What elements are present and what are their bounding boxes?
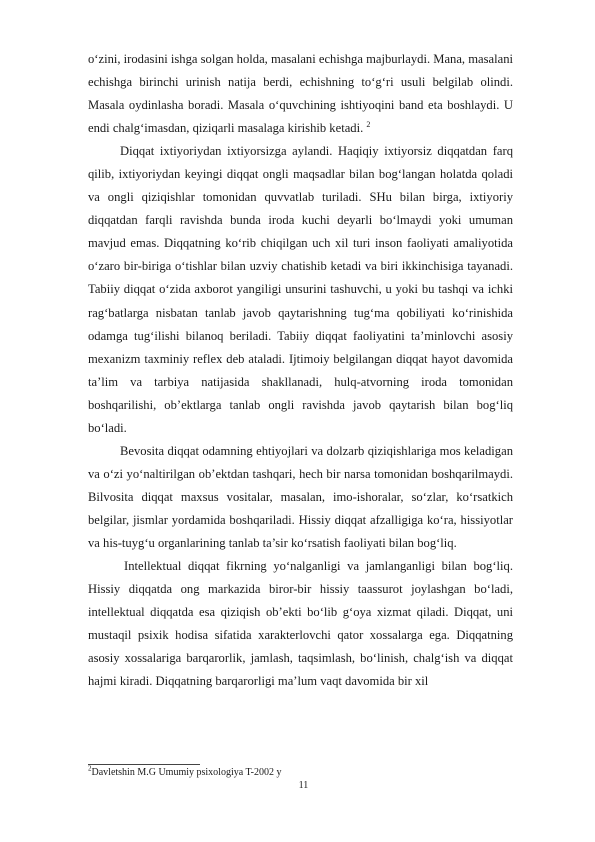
paragraph-3: Bevosita diqqat odamning ehtiyojlari va dolzarb qiziqishlariga mos keladigan va o‘zi yo‘naltirilgan ob’ektdan tashqari, hech bir narsa tomonidan boshqarilmaydi. Bilvosita diqqat maxsus vositalar, masalan, imo-ishoralar, so‘zlar, ko‘rsatkich belgilar, jismlar yordamida boshqariladi. Hissiy diqqat afzalligiga ko‘ra, hissiyotlar va his-tuyg‘u organlarining tanlab ta’sir ko‘rsatish faoliyati bilan bog‘liq. <box>88 443 513 550</box>
page-number: 11 <box>298 780 309 791</box>
footnote-text: Davletshin M.G Umumiy psixologiya T-2002 y <box>91 767 282 778</box>
paragraph-4: Intellektual diqqat fikrning yo‘nalganligi va jamlanganligi bilan bog‘liq. Hissiy diqqatda ong markazida biror-bir hissiy taassurot joylashgan bo‘ladi, intellektual diqqatda esa qiziqish ob’ekti bo‘lib g‘oya xizmat qiladi. Diqqat, uni mustaqil psixik hodisa sifatida xarakterlovchi qator xossalarga ega. Diqqatning asosiy xossalariga barqarorlik, jamlash, taqsimlash, bo‘linish, chalg‘ish va diqqat hajmi kiradi. Diqqatning barqarorligi ma’lum vaqt davomida bir xil <box>88 559 513 689</box>
paragraph-1 <box>88 48 513 140</box>
footnote-marker: 2 <box>88 764 92 773</box>
footnote-separator <box>88 764 200 765</box>
paragraph-2: Diqqat ixtiyoriydan ixtiyorsizga aylandi. Haqiqiy ixtiyorsiz diqqatdan farq qilib, ixtiyoriydan keyingi diqqat ongli maqsadlar bilan bog‘langan holatda qoladi va ongli qiziqishlar tomonidan quvvatlab turiladi. SHu bilan birga, ixtiyoriy diqqatdan farqli ravishda bunda iroda kuchi deyarli bo‘lmaydi yoki umuman mavjud emas. Diqqatning ko‘rib chiqilgan uch xil turi inson faoliyati amaliyotida o‘zaro bir-biriga o‘tishlar bilan uzviy chatishib ketadi va biri ikkinchisiga tayanadi. Tabiiy diqqat o‘zida axborot yangiligi unsurini tashuvchi, u yoki bu tashqi va ichki rag‘batlarga nisbatan tanlab javob qaytarishning tug‘ma qobiliyati ko‘rinishida odamga tug‘ilishi bilanoq beriladi. Tabiiy diqqat faoliyatini ta’minlovchi asosiy mexanizm taxminiy reflex deb ataladi. Ijtimoiy belgilangan diqqat hayot davomida ta’lim va tarbiya natijasida shakllanadi, hulq-atvorning iroda tomonidan boshqarilishi, ob’ektlarga tanlab ongli ravishda javob qaytarish bilan bog‘liq bo‘ladi. <box>88 144 513 435</box>
footnote <box>88 764 282 779</box>
paragraph-1-text: o‘zini, irodasini ishga solgan holda, masalani echishga majburlaydi. Mana, masalani echishga birinchi urinish natija berdi, echishning to‘g‘ri usuli belgilab olindi. Masala oydinlasha boradi. Masala o‘quvchining ishtiyoqini band eta boshlaydi. U endi chalg‘imasdan, qiziqarli masalaga kirishib ketadi. <box>88 52 513 136</box>
footnote-reference[interactable]: 2 <box>366 119 371 129</box>
body-text <box>88 48 513 693</box>
